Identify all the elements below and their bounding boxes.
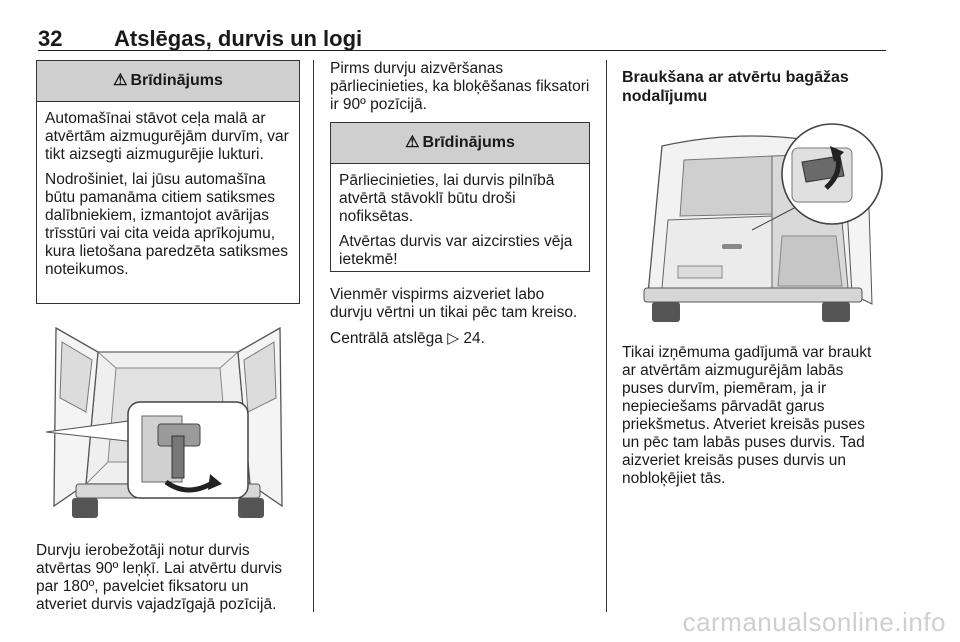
page-number: 32 bbox=[38, 26, 63, 51]
warning-header bbox=[331, 123, 589, 164]
central-lock-text: Centrālā atslēga bbox=[330, 330, 443, 347]
central-lock-reference bbox=[330, 330, 590, 348]
warning-triangle-icon: ⚠ bbox=[405, 134, 420, 151]
warning-paragraph: Automašīnai stāvot ceļa malā ar atvērtām aizmugurējām durvīm, var tikt aizsegti aizmugurējie lukturi. bbox=[45, 110, 289, 163]
column-1 bbox=[36, 60, 300, 614]
open-luggage-body: Tikai izņēmuma gadījumā var braukt ar atvērtām aizmugurējām labās puses durvīm, piemēram, ja ir nepieciešams pārvadāt garus priekšmetus. Atveriet kreisās puses un pēc tam labās puses durvis. Tad aizveriet kreisās puses durvis un nobloķējiet tās. bbox=[622, 344, 872, 487]
driving-with-open-door-illustration bbox=[622, 116, 884, 328]
warning-paragraph: Nodrošiniet, lai jūsu automašīna būtu pamanāma citiem satiksmes dalībniekiem, izmantojot avārijas trīsstūri vai cita veida aprīkojumu, kura lietošana paredzēta satiksmes noteikumos. bbox=[45, 171, 288, 278]
intro-paragraph: Pirms durvju aizvēršanas pārliecinieties, ka bloķēšanas fiksatori ir 90º pozīcijā. bbox=[330, 60, 590, 113]
page-title: Atslēgas, durvis un logi bbox=[114, 26, 363, 51]
warning-header bbox=[37, 61, 299, 102]
warning-box-1 bbox=[36, 60, 300, 304]
warning-title: Brīdinājums bbox=[422, 134, 515, 151]
page-reference-arrow-icon: ▷ bbox=[447, 330, 460, 347]
column-3 bbox=[622, 60, 884, 488]
warning-triangle-icon: ⚠ bbox=[113, 72, 128, 89]
page-reference-link[interactable]: 24. bbox=[463, 330, 485, 347]
rear-doors-open-illustration bbox=[36, 312, 300, 534]
page-header bbox=[38, 22, 886, 51]
column-divider-1 bbox=[313, 60, 314, 612]
column-2 bbox=[330, 60, 590, 348]
warning-body bbox=[331, 164, 589, 277]
warning-title: Brīdinājums bbox=[130, 72, 223, 89]
section-heading: Braukšana ar atvērtu bagāžas nodalījumu bbox=[622, 69, 849, 105]
watermark: carmanualsonline.info bbox=[682, 607, 946, 637]
column-divider-2 bbox=[606, 60, 607, 612]
warning-box-2 bbox=[330, 122, 590, 272]
warning-body bbox=[37, 102, 299, 287]
closing-order-paragraph: Vienmēr vispirms aizveriet labo durvju vērtni un tikai pēc tam kreiso. bbox=[330, 286, 578, 321]
warning-paragraph: Pārliecinieties, lai durvis pilnībā atvērtā stāvoklī būtu droši nofiksētas. bbox=[339, 172, 555, 225]
door-limiter-caption: Durvju ierobežotāji notur durvis atvērtas 90º leņķī. Lai atvērtu durvis par 180º, pavelciet fiksatoru un atveriet durvis vajadzīgajā pozīcijā. bbox=[36, 542, 283, 613]
warning-paragraph: Atvērtas durvis var aizcirsties vēja ietekmē! bbox=[339, 233, 573, 268]
